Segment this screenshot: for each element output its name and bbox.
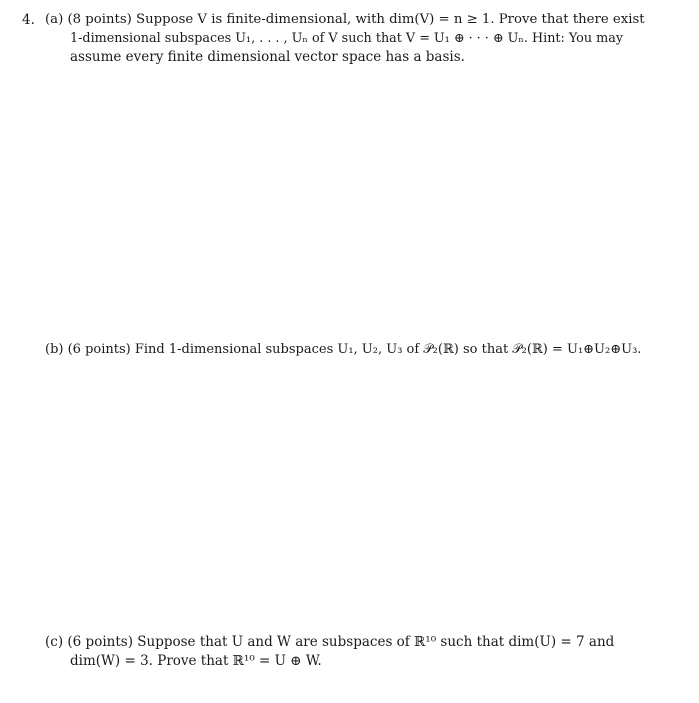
- part-b-label: (b): [45, 342, 64, 357]
- part-a-line-2: 1-dimensional subspaces U₁, . . . , Uₙ of V such that V = U₁ ⊕ · · · ⊕ Uₙ. Hint: You may: [70, 30, 624, 46]
- part-a: [45, 11, 645, 67]
- part-b: [45, 341, 642, 360]
- part-b-text-1: Find 1-dimensional subspaces U₁, U₂, U₃ of 𝒫₂(ℝ) so that 𝒫₂(ℝ) = U₁⊕U₂⊕U₃.: [134, 342, 642, 357]
- part-b-line-1: [45, 341, 642, 360]
- part-a-points: (8 points): [67, 12, 132, 27]
- part-c-points: (6 points): [67, 634, 133, 650]
- part-a-label: (a): [45, 12, 64, 27]
- problem-number: 4.: [22, 12, 35, 28]
- part-c-line-2: dim(W) = 3. Prove that ℝ¹⁰ = U ⊕ W.: [70, 652, 322, 669]
- part-a-line-1: [45, 11, 645, 30]
- part-b-points: (6 points): [67, 342, 131, 357]
- part-a-text-1: Suppose V is finite-dimensional, with dim(V) = n ≥ 1. Prove that there exist: [136, 12, 645, 27]
- part-c-label: (c): [45, 634, 64, 650]
- part-a-line-3: assume every finite dimensional vector space has a basis.: [70, 49, 465, 65]
- part-c: [45, 633, 627, 670]
- part-c-line-1: [45, 633, 627, 652]
- part-c-text-1: Suppose that U and W are subspaces of ℝ¹⁰ such that dim(U) = 7 and: [137, 634, 615, 650]
